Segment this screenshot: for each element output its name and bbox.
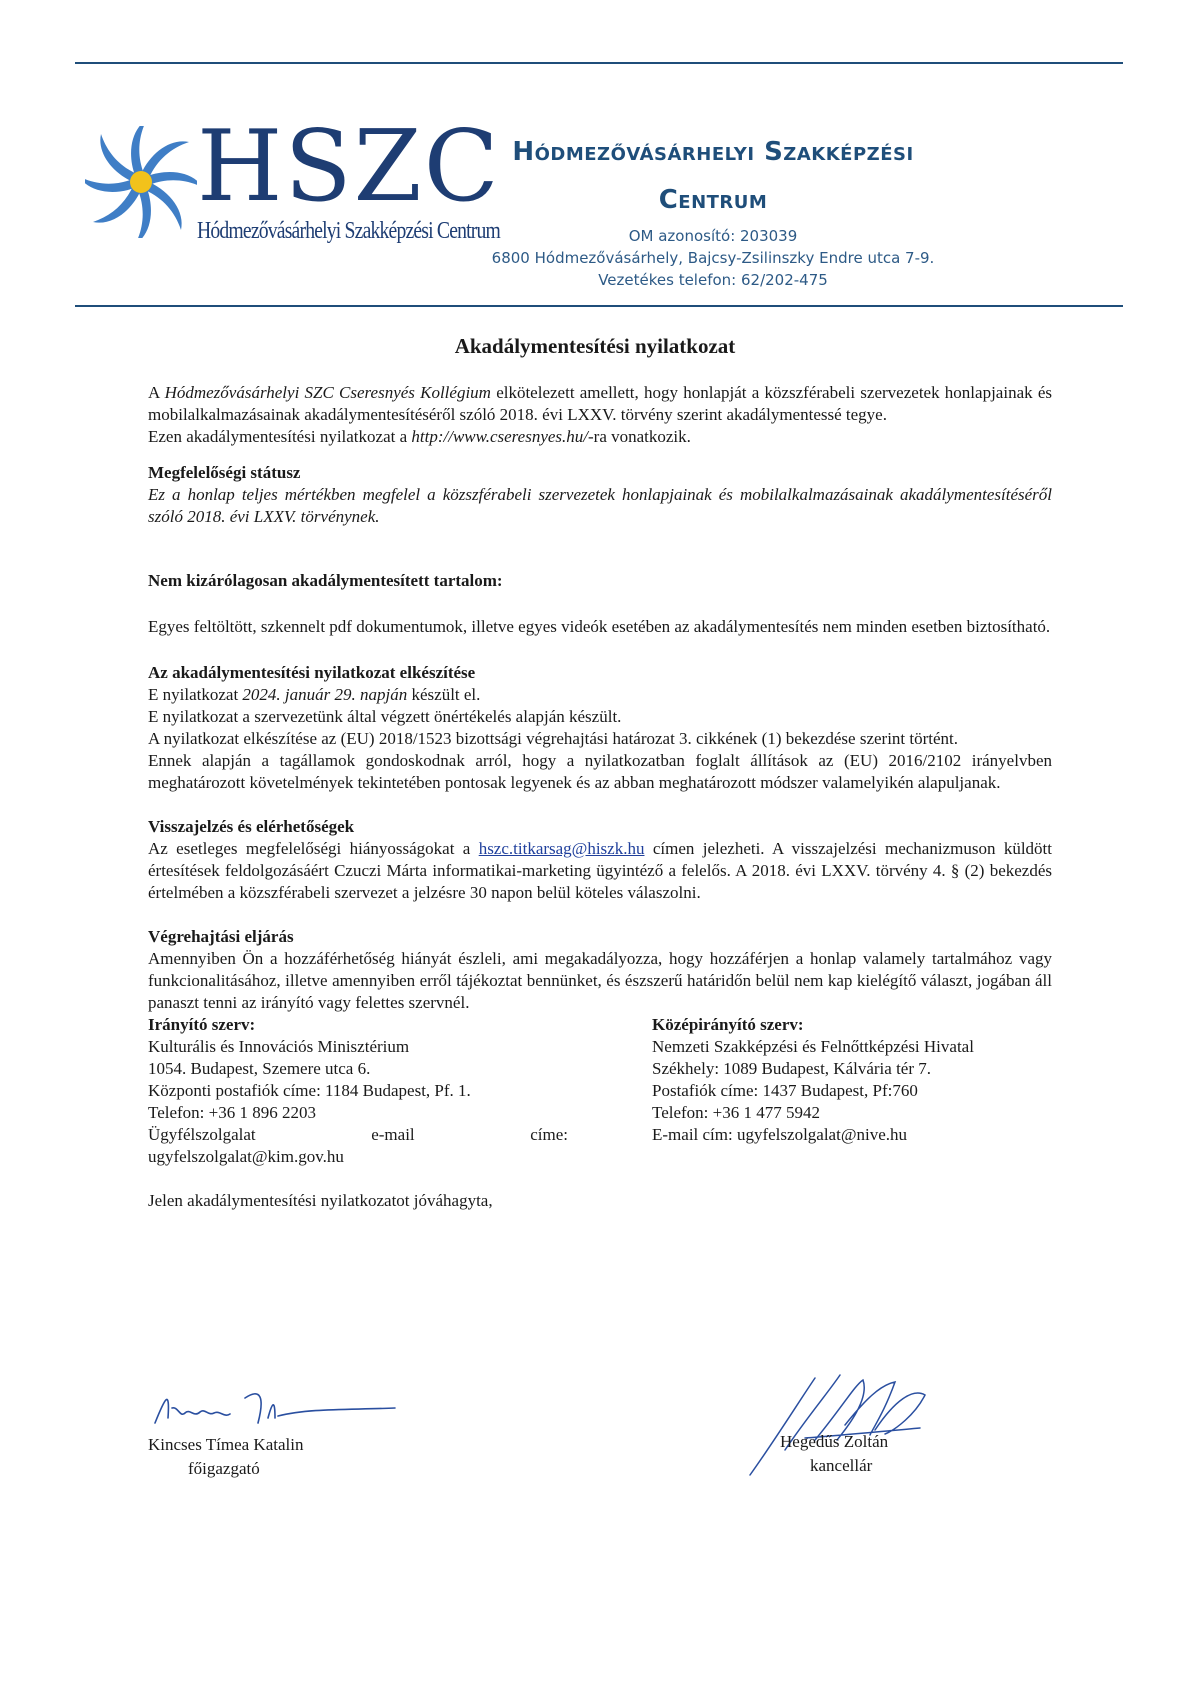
governing-care-label: Ügyfélszolgalat e-mail címe:: [148, 1125, 568, 1144]
intermediate-seat: Székhely: 1089 Budapest, Kálvária tér 7.: [652, 1059, 932, 1078]
non-accessible-text: Egyes feltöltött, szkennelt pdf dokumentumok, illetve egyes videók esetében az akadálymentesítés nem minden esetben biztosítható.: [148, 617, 1051, 636]
intermediate-email: E-mail cím: ugyfelszolgalat@nive.hu: [652, 1125, 907, 1144]
feedback-heading: Visszajelzés és elérhetőségek: [148, 817, 355, 836]
preparation-line2: E nyilatkozat a szervezetünk által végzett önértékelés alapján készült.: [148, 707, 622, 726]
intermediate-phone: Telefon: +36 1 477 5942: [652, 1103, 820, 1122]
intermediate-body: [652, 1014, 1052, 1168]
org-phone: Vezetékes telefon: 62/202-475: [598, 271, 828, 289]
org-contact: [478, 225, 948, 291]
right-signatory-name: Hegedűs Zoltán: [780, 1432, 889, 1451]
preparation-date: E nyilatkozat 2024. január 29. napján készült el.: [148, 685, 481, 704]
governing-care-email: ugyfelszolgalat@kim.gov.hu: [148, 1147, 344, 1166]
enforcement-text: Amennyiben Ön a hozzáférhetőség hiányát észleli, ami megakadályozza, hogy hozzáférjen a honlap valamely tartalmához vagy funkcionalitásához, illetve amennyiben erről tájékoztat bennünket, és észszerű határidőn belül nem kap kielégítő választ, jogában áll panaszt tenni az irányító vagy felettes szervnél.: [148, 949, 1052, 1012]
hszc-logo: [85, 110, 501, 250]
header-bottom-rule: [75, 305, 1123, 307]
om-id: OM azonosító: 203039: [628, 227, 798, 245]
left-signatory: [148, 1433, 448, 1481]
preparation-heading: Az akadálymentesítési nyilatkozat elkészítése: [148, 663, 476, 682]
governing-body: [148, 1014, 568, 1168]
logo-subtitle: Hódmezővásárhelyi Szakképzési Centrum: [197, 218, 501, 244]
preparation-line4: Ennek alapján a tagállamok gondoskodnak arról, hogy a nyilatkozatban foglalt állítások az (EU) 2016/2102 irányelvben meghatározott követelmények tekintetében pontosak legyenek és az abban meghatározott módszer valamelyikén alapuljanak.: [148, 751, 1052, 792]
logo-letters: HSZC: [197, 110, 501, 224]
swirl-logo-icon: [85, 126, 197, 238]
left-signatory-role: főigazgató: [188, 1459, 260, 1478]
governing-phone: Telefon: +36 1 896 2203: [148, 1103, 316, 1122]
compliance-heading: Megfelelőségi státusz: [148, 463, 301, 482]
intermediate-po-box: Postafiók címe: 1437 Budapest, Pf:760: [652, 1081, 918, 1100]
approval-text: Jelen akadálymentesítési nyilatkozatot jóváhagyta,: [148, 1191, 493, 1210]
website-url: http://www.cseresnyes.hu/: [411, 427, 588, 446]
org-name-line2: Centrum: [658, 185, 768, 215]
feedback-email-link[interactable]: hszc.titkarsag@hiszk.hu: [478, 839, 645, 858]
governing-po-box: Központi postafiók címe: 1184 Budapest, Pf. 1.: [148, 1081, 471, 1100]
institution-name: Hódmezővásárhelyi SZC Cseresnyés Kollégium: [164, 383, 491, 402]
governing-heading: Irányító szerv:: [148, 1015, 256, 1034]
feedback-text: Az esetleges megfelelőségi hiányosságokat a hszc.titkarsag@hiszk.hu címen jelezheti. A visszajelzési mechanizmuson küldött értesítések feldolgozásáért Czuczi Márta informatikai-marketing ügyintéző a felelős. A 2018. évi LXXV. törvény 4. § (2) bekezdés értelmében a közszférabeli szervezet a jelzésre 30 napon belül köteles válaszolni.: [148, 839, 1052, 902]
document-body: [148, 382, 1052, 1212]
governing-address: 1054. Budapest, Szemere utca 6.: [148, 1059, 371, 1078]
org-name-line1: Hódmezővásárhelyi Szakképzési: [512, 137, 914, 167]
right-signatory-role: kancellár: [810, 1456, 873, 1475]
non-accessible-heading: Nem kizárólagosan akadálymentesített tartalom:: [148, 571, 503, 590]
intermediate-name: Nemzeti Szakképzési és Felnőttképzési Hivatal: [652, 1037, 974, 1056]
org-name: [478, 128, 948, 224]
enforcement-heading: Végrehajtási eljárás: [148, 927, 294, 946]
header-top-rule: [75, 62, 1123, 64]
authorities: [148, 1014, 1052, 1168]
preparation-line3: A nyilatkozat elkészítése az (EU) 2018/1523 bizottsági végrehajtási határozat 3. cikkének (1) bekezdése szerint történt.: [148, 729, 959, 748]
intermediate-heading: Középirányító szerv:: [652, 1015, 804, 1034]
intro-paragraph: A Hódmezővásárhelyi SZC Cseresnyés Kollégium elkötelezett amellett, hogy honlapját a közszférabeli szervezetek honlapjainak és mobilalkalmazásainak akadálymentesítéséről szóló 2018. évi LXXV. törvény szerint akadálymentessé tegye.: [148, 383, 1053, 424]
governing-name: Kulturális és Innovációs Minisztérium: [148, 1037, 410, 1056]
left-signature-icon: [150, 1378, 400, 1438]
left-signatory-name: Kincses Tímea Katalin: [148, 1435, 304, 1454]
compliance-text: Ez a honlap teljes mértékben megfelel a közszférabeli szervezetek honlapjainak és mobilalkalmazásainak akadálymentesítéséről szóló 2018. évi LXXV. törvénynek.: [148, 485, 1052, 526]
right-signatory: [780, 1430, 980, 1478]
scope-paragraph: Ezen akadálymentesítési nyilatkozat a http://www.cseresnyes.hu/-ra vonatkozik.: [148, 427, 691, 446]
document-title: Akadálymentesítési nyilatkozat: [454, 334, 736, 358]
org-address: 6800 Hódmezővásárhely, Bajcsy-Zsilinszky Endre utca 7-9.: [491, 249, 935, 267]
